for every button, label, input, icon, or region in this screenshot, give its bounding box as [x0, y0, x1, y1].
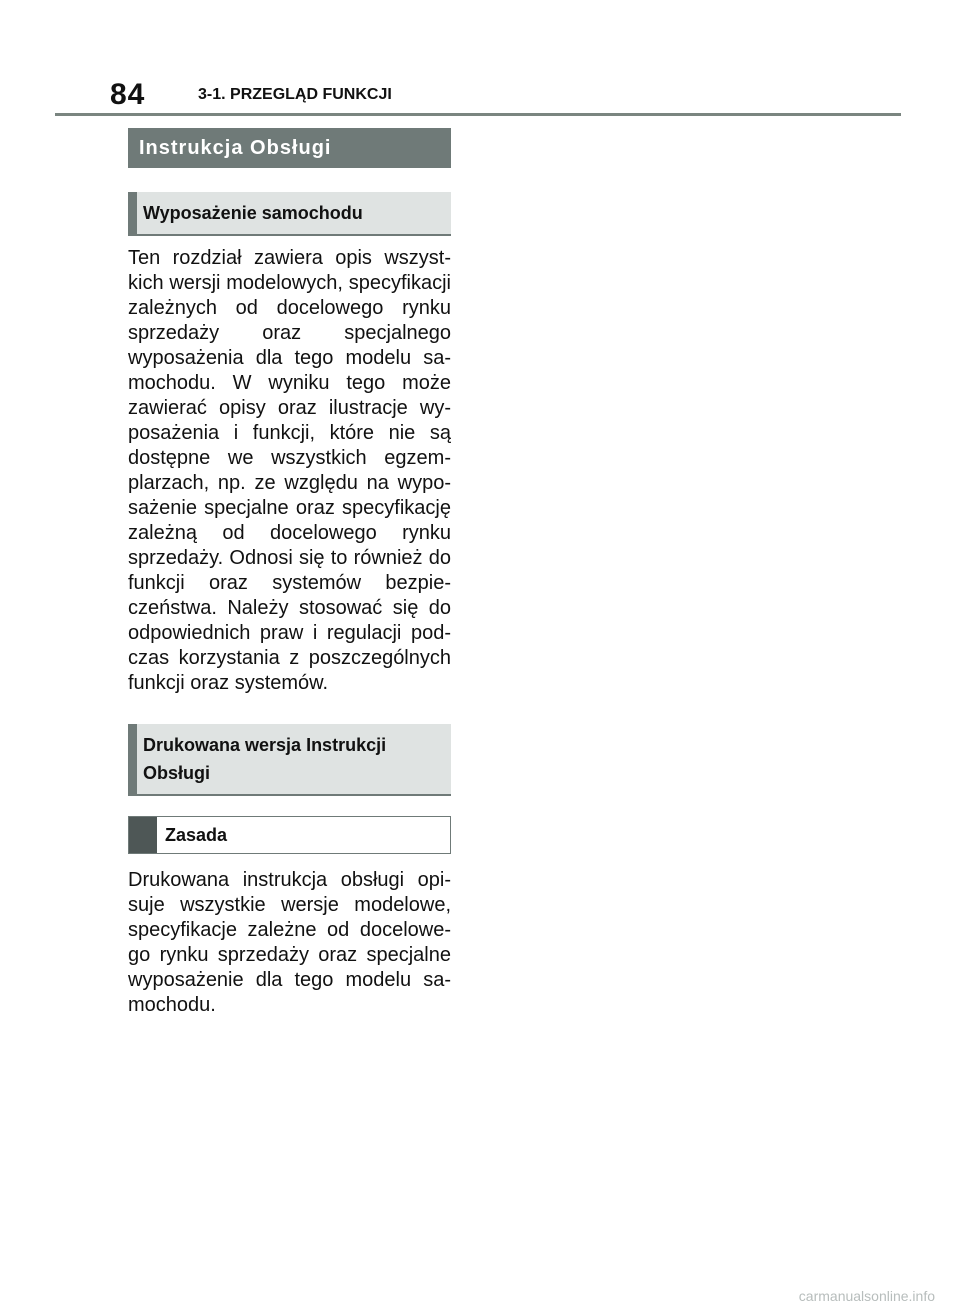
content-column — [128, 128, 451, 1018]
page-number: 84 — [110, 78, 146, 111]
zasada-label: Zasada — [165, 824, 228, 845]
zasada-marker — [129, 817, 157, 853]
zasada-heading — [128, 816, 451, 854]
header-rule — [55, 113, 901, 116]
paragraph-wyposazenie: Ten rozdział zawiera opis wszystkich wersji modelowych, specyfikacji zależnych od docelowego rynku sprzedaży oraz specjalnego wyposażenia dla tego modelu samochodu. W wyniku tego może zawierać opisy oraz ilustracje wyposażenia i funkcji, które nie są dostępne we wszystkich egzemplarzach, np. ze względu na wyposażenie specjalne oraz specyfikację zależną od docelowego rynku sprzedaży. Odnosi się to również do funkcji oraz systemów bezpieczeństwa. Należy stosować się do odpowiednich praw i regulacji podczas korzystania z poszczególnych funkcji oraz systemów. — [128, 247, 451, 694]
watermark: carmanualsonline.info — [798, 1288, 935, 1304]
paragraph-drukowana: Drukowana instrukcja obsługi opisuje wszystkie wersje modelowe, specyfikacje zależne od docelowego rynku sprzedaży oraz specjalne wyposażenie dla tego modelu samochodu. — [128, 869, 451, 1016]
running-section-heading: 3-1. PRZEGLĄD FUNKCJI — [198, 86, 392, 103]
chapter-title: Instrukcja Obsługi — [128, 128, 451, 168]
subheading-wyposazenie: Wyposażenie samochodu — [128, 192, 451, 236]
subheading-drukowana-wersja: Drukowana wersja Instrukcji Obsługi — [128, 724, 451, 796]
